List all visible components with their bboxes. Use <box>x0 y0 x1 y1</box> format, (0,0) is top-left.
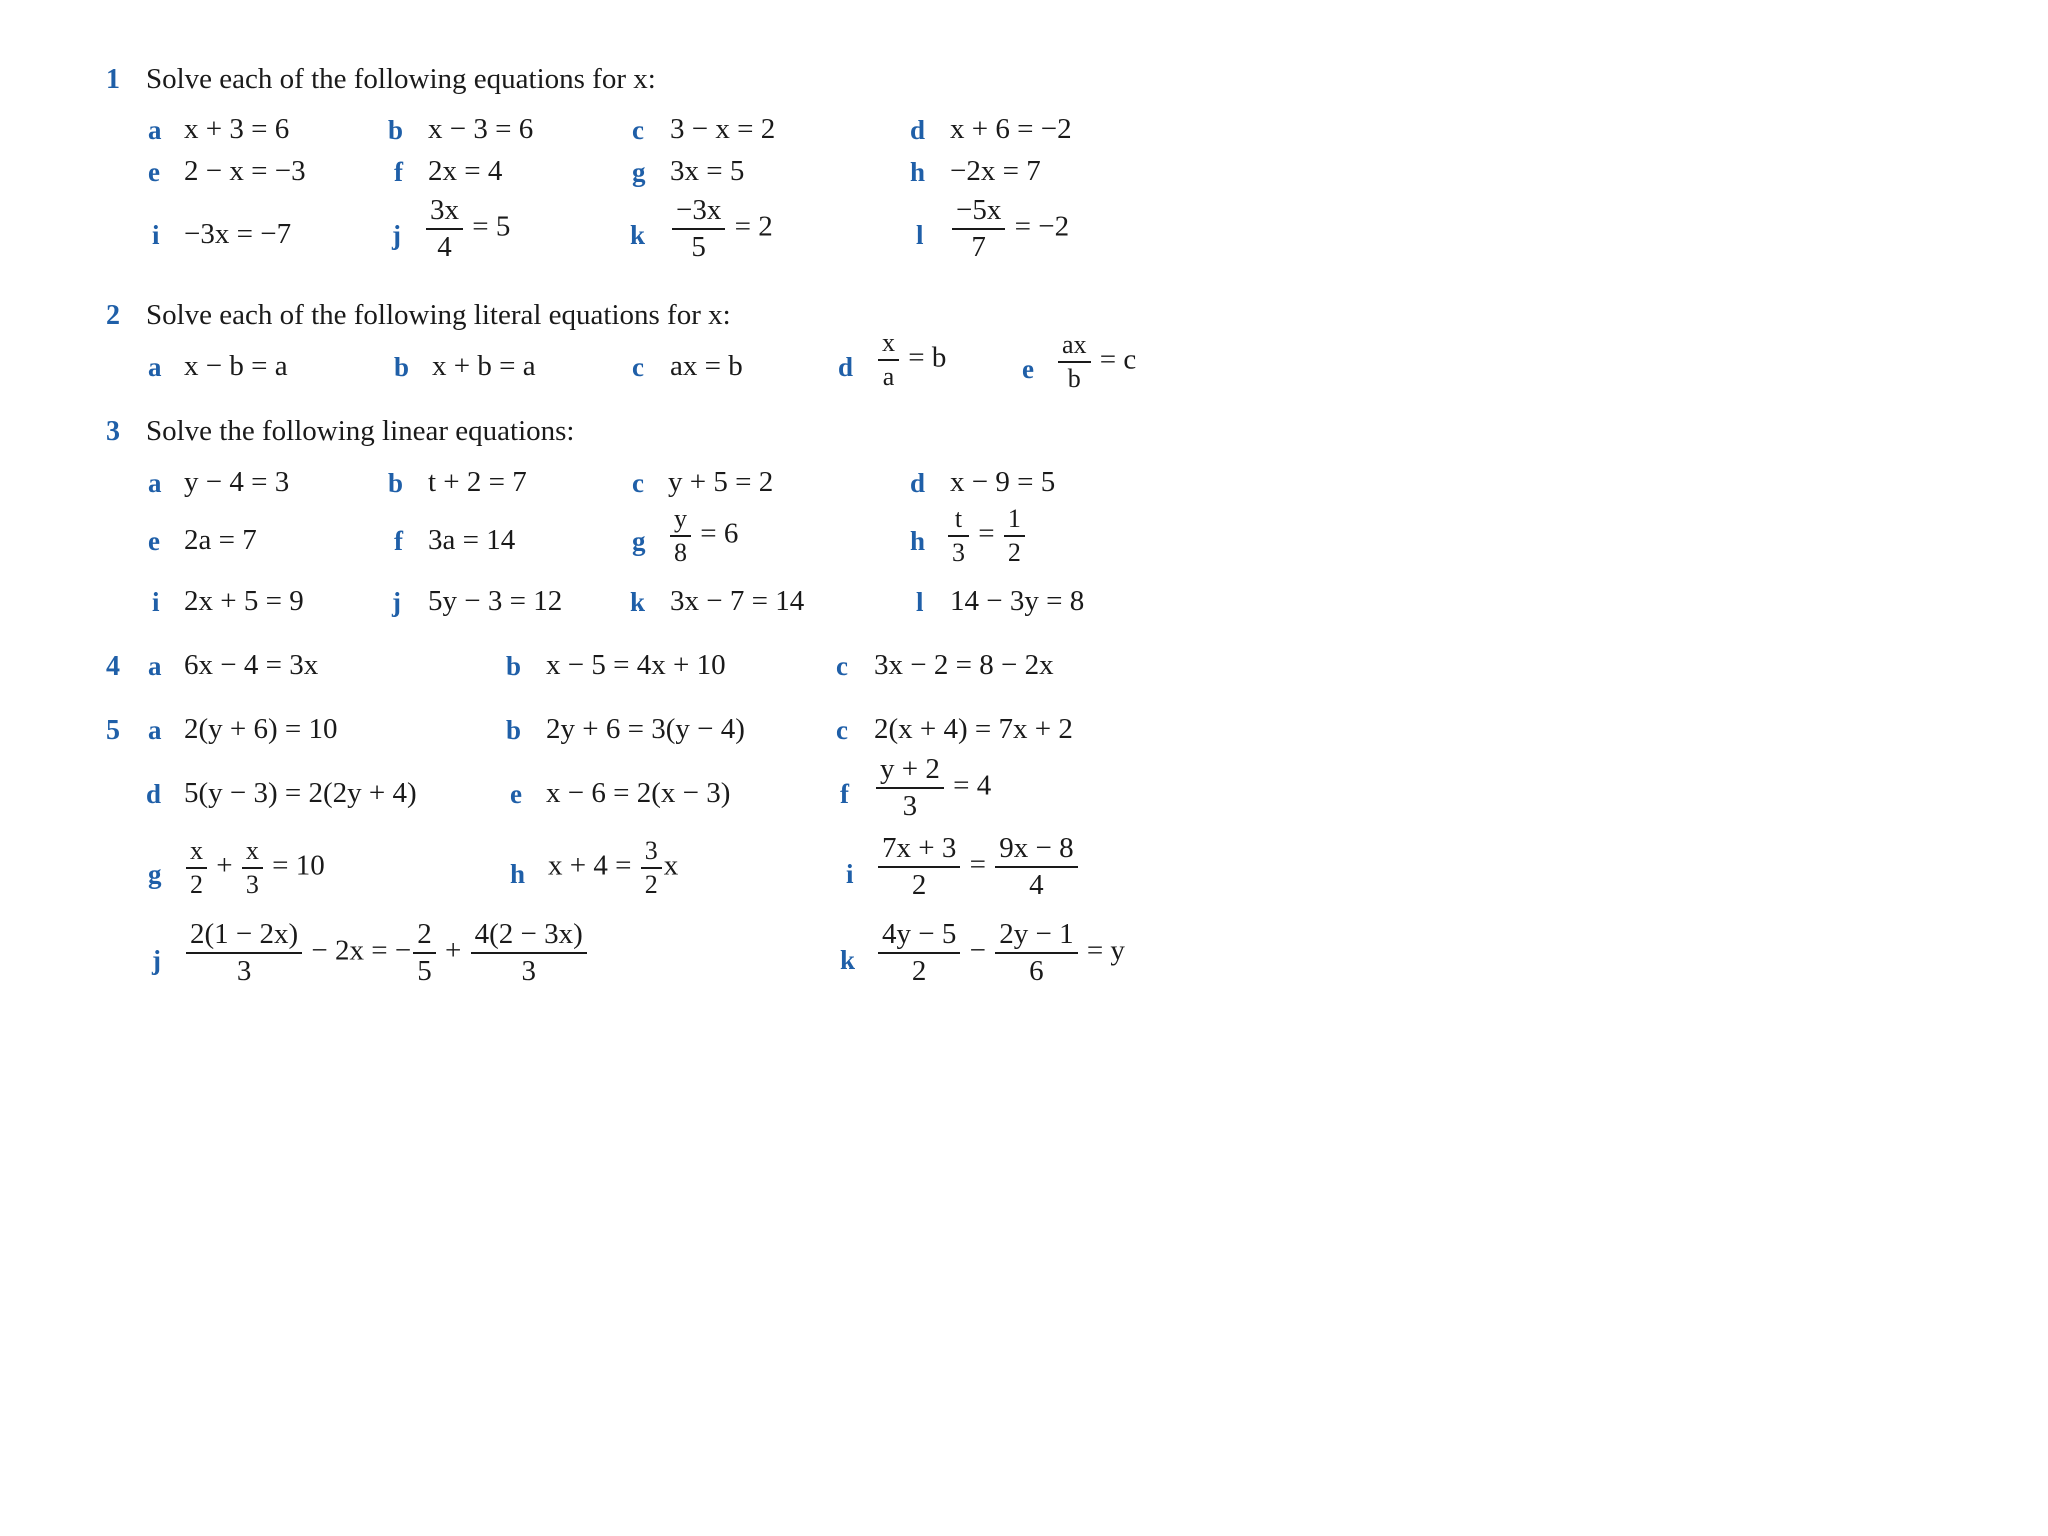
part-label: a <box>148 115 162 145</box>
part-label: k <box>840 945 856 975</box>
part-label: k <box>630 220 646 250</box>
equation: 3 − x = 2 <box>670 113 776 145</box>
part-label: d <box>910 115 926 145</box>
equation: $\frac{x}{2}$ + $\frac{x}{3}$ = 10 <box>184 838 325 898</box>
part-label: j <box>392 587 401 617</box>
part-label: j <box>152 945 161 975</box>
part-label: d <box>910 468 926 498</box>
part-label: c <box>632 352 644 382</box>
equation: $\frac{x}{a}$ = b <box>876 330 946 390</box>
equation: t + 2 = 7 <box>428 466 527 498</box>
part-label: c <box>632 115 644 145</box>
equation: x − 9 = 5 <box>950 466 1056 498</box>
equation: $\frac{y + 2}{3}$ = 4 <box>874 755 991 821</box>
equation: 6x − 4 = 3x <box>184 649 319 681</box>
part-label: a <box>148 715 162 745</box>
part-label: j <box>392 220 401 250</box>
part-label: a <box>148 352 162 382</box>
equation: $\frac{4y - 5}{2}$ − $\frac{2y - 1}{6}$ = y <box>876 920 1125 986</box>
equation: 2 − x = −3 <box>184 155 306 187</box>
equation: $\frac{-3x}{5}$ = 2 <box>670 196 773 262</box>
question-prompt: Solve each of the following equations for x: <box>146 63 656 95</box>
part-label: l <box>916 587 924 617</box>
equation: 3a = 14 <box>428 524 516 556</box>
part-label: e <box>1022 354 1034 384</box>
equation: $\frac{3x}{4}$ = 5 <box>424 196 510 262</box>
question-number: 3 <box>106 416 120 447</box>
equation: ax = b <box>670 350 743 382</box>
part-label: h <box>910 526 926 556</box>
equation: −2x = 7 <box>950 155 1041 187</box>
equation: x − 6 = 2(x − 3) <box>546 777 731 809</box>
part-label: i <box>846 859 854 889</box>
part-label: g <box>632 157 646 187</box>
part-label: b <box>388 115 404 145</box>
equation: 3x − 7 = 14 <box>670 585 805 617</box>
equation: 2y + 6 = 3(y − 4) <box>546 713 745 745</box>
part-label: k <box>630 587 646 617</box>
part-label: d <box>838 352 854 382</box>
part-label: l <box>916 220 924 250</box>
part-label: h <box>510 859 526 889</box>
equation: x − 3 = 6 <box>428 113 534 145</box>
equation: 2a = 7 <box>184 524 257 556</box>
question-number: 1 <box>106 64 120 95</box>
part-label: a <box>148 651 162 681</box>
equation: 2x + 5 = 9 <box>184 585 304 617</box>
part-label: b <box>388 468 404 498</box>
question-number: 2 <box>106 300 120 331</box>
equation: x + b = a <box>432 350 536 382</box>
part-label: h <box>910 157 926 187</box>
equation: x + 4 = $\frac{3}{2}$ x <box>548 836 679 899</box>
equation: x − b = a <box>184 350 288 382</box>
part-label: e <box>148 157 160 187</box>
part-label: f <box>394 526 403 556</box>
equation: y − 4 = 3 <box>184 466 290 498</box>
equation: $\frac{ax}{b}$ = c <box>1056 332 1136 392</box>
equation: $\frac{7x + 3}{2}$ = $\frac{9x - 8}{4}$ <box>876 834 1080 900</box>
equation: 5y − 3 = 12 <box>428 585 563 617</box>
question-number: 5 <box>106 715 120 746</box>
equation: 5(y − 3) = 2(2y + 4) <box>184 777 417 809</box>
equation: 2x = 4 <box>428 155 503 187</box>
equation: x + 6 = −2 <box>950 113 1072 145</box>
equation: $\frac{y}{8}$ = 6 <box>668 506 738 566</box>
part-label: c <box>836 715 848 745</box>
equation: $\frac{t}{3}$ = $\frac{1}{2}$ <box>946 506 1027 566</box>
equation: $\frac{-5x}{7}$ = −2 <box>950 196 1069 262</box>
part-label: e <box>148 526 160 556</box>
equation: 2(y + 6) = 10 <box>184 713 338 745</box>
equation: 14 − 3y = 8 <box>950 585 1085 617</box>
part-label: b <box>506 715 522 745</box>
equation: y + 5 = 2 <box>668 466 774 498</box>
question-prompt: Solve each of the following literal equations for x: <box>146 299 731 331</box>
part-label: e <box>510 779 522 809</box>
part-label: c <box>632 468 644 498</box>
question-prompt: Solve the following linear equations: <box>146 415 575 447</box>
equation: x − 5 = 4x + 10 <box>546 649 726 681</box>
part-label: g <box>632 526 646 556</box>
part-label: i <box>152 587 160 617</box>
part-label: g <box>148 859 162 889</box>
equation: −3x = −7 <box>184 218 292 250</box>
part-label: a <box>148 468 162 498</box>
part-label: c <box>836 651 848 681</box>
part-label: b <box>506 651 522 681</box>
part-label: f <box>394 157 403 187</box>
equation: $\frac{2(1 - 2x)}{3}$ − 2x = − $\frac{2}{5}$ + $\frac{4(2 - 3x)}{3}$ <box>184 920 589 986</box>
equation: x + 3 = 6 <box>184 113 290 145</box>
part-label: d <box>146 779 162 809</box>
equation: 3x = 5 <box>670 155 745 187</box>
equation: 3x − 2 = 8 − 2x <box>874 649 1054 681</box>
part-label: f <box>840 779 849 809</box>
equation: 2(x + 4) = 7x + 2 <box>874 713 1073 745</box>
question-number: 4 <box>106 651 120 682</box>
part-label: i <box>152 220 160 250</box>
part-label: b <box>394 352 410 382</box>
